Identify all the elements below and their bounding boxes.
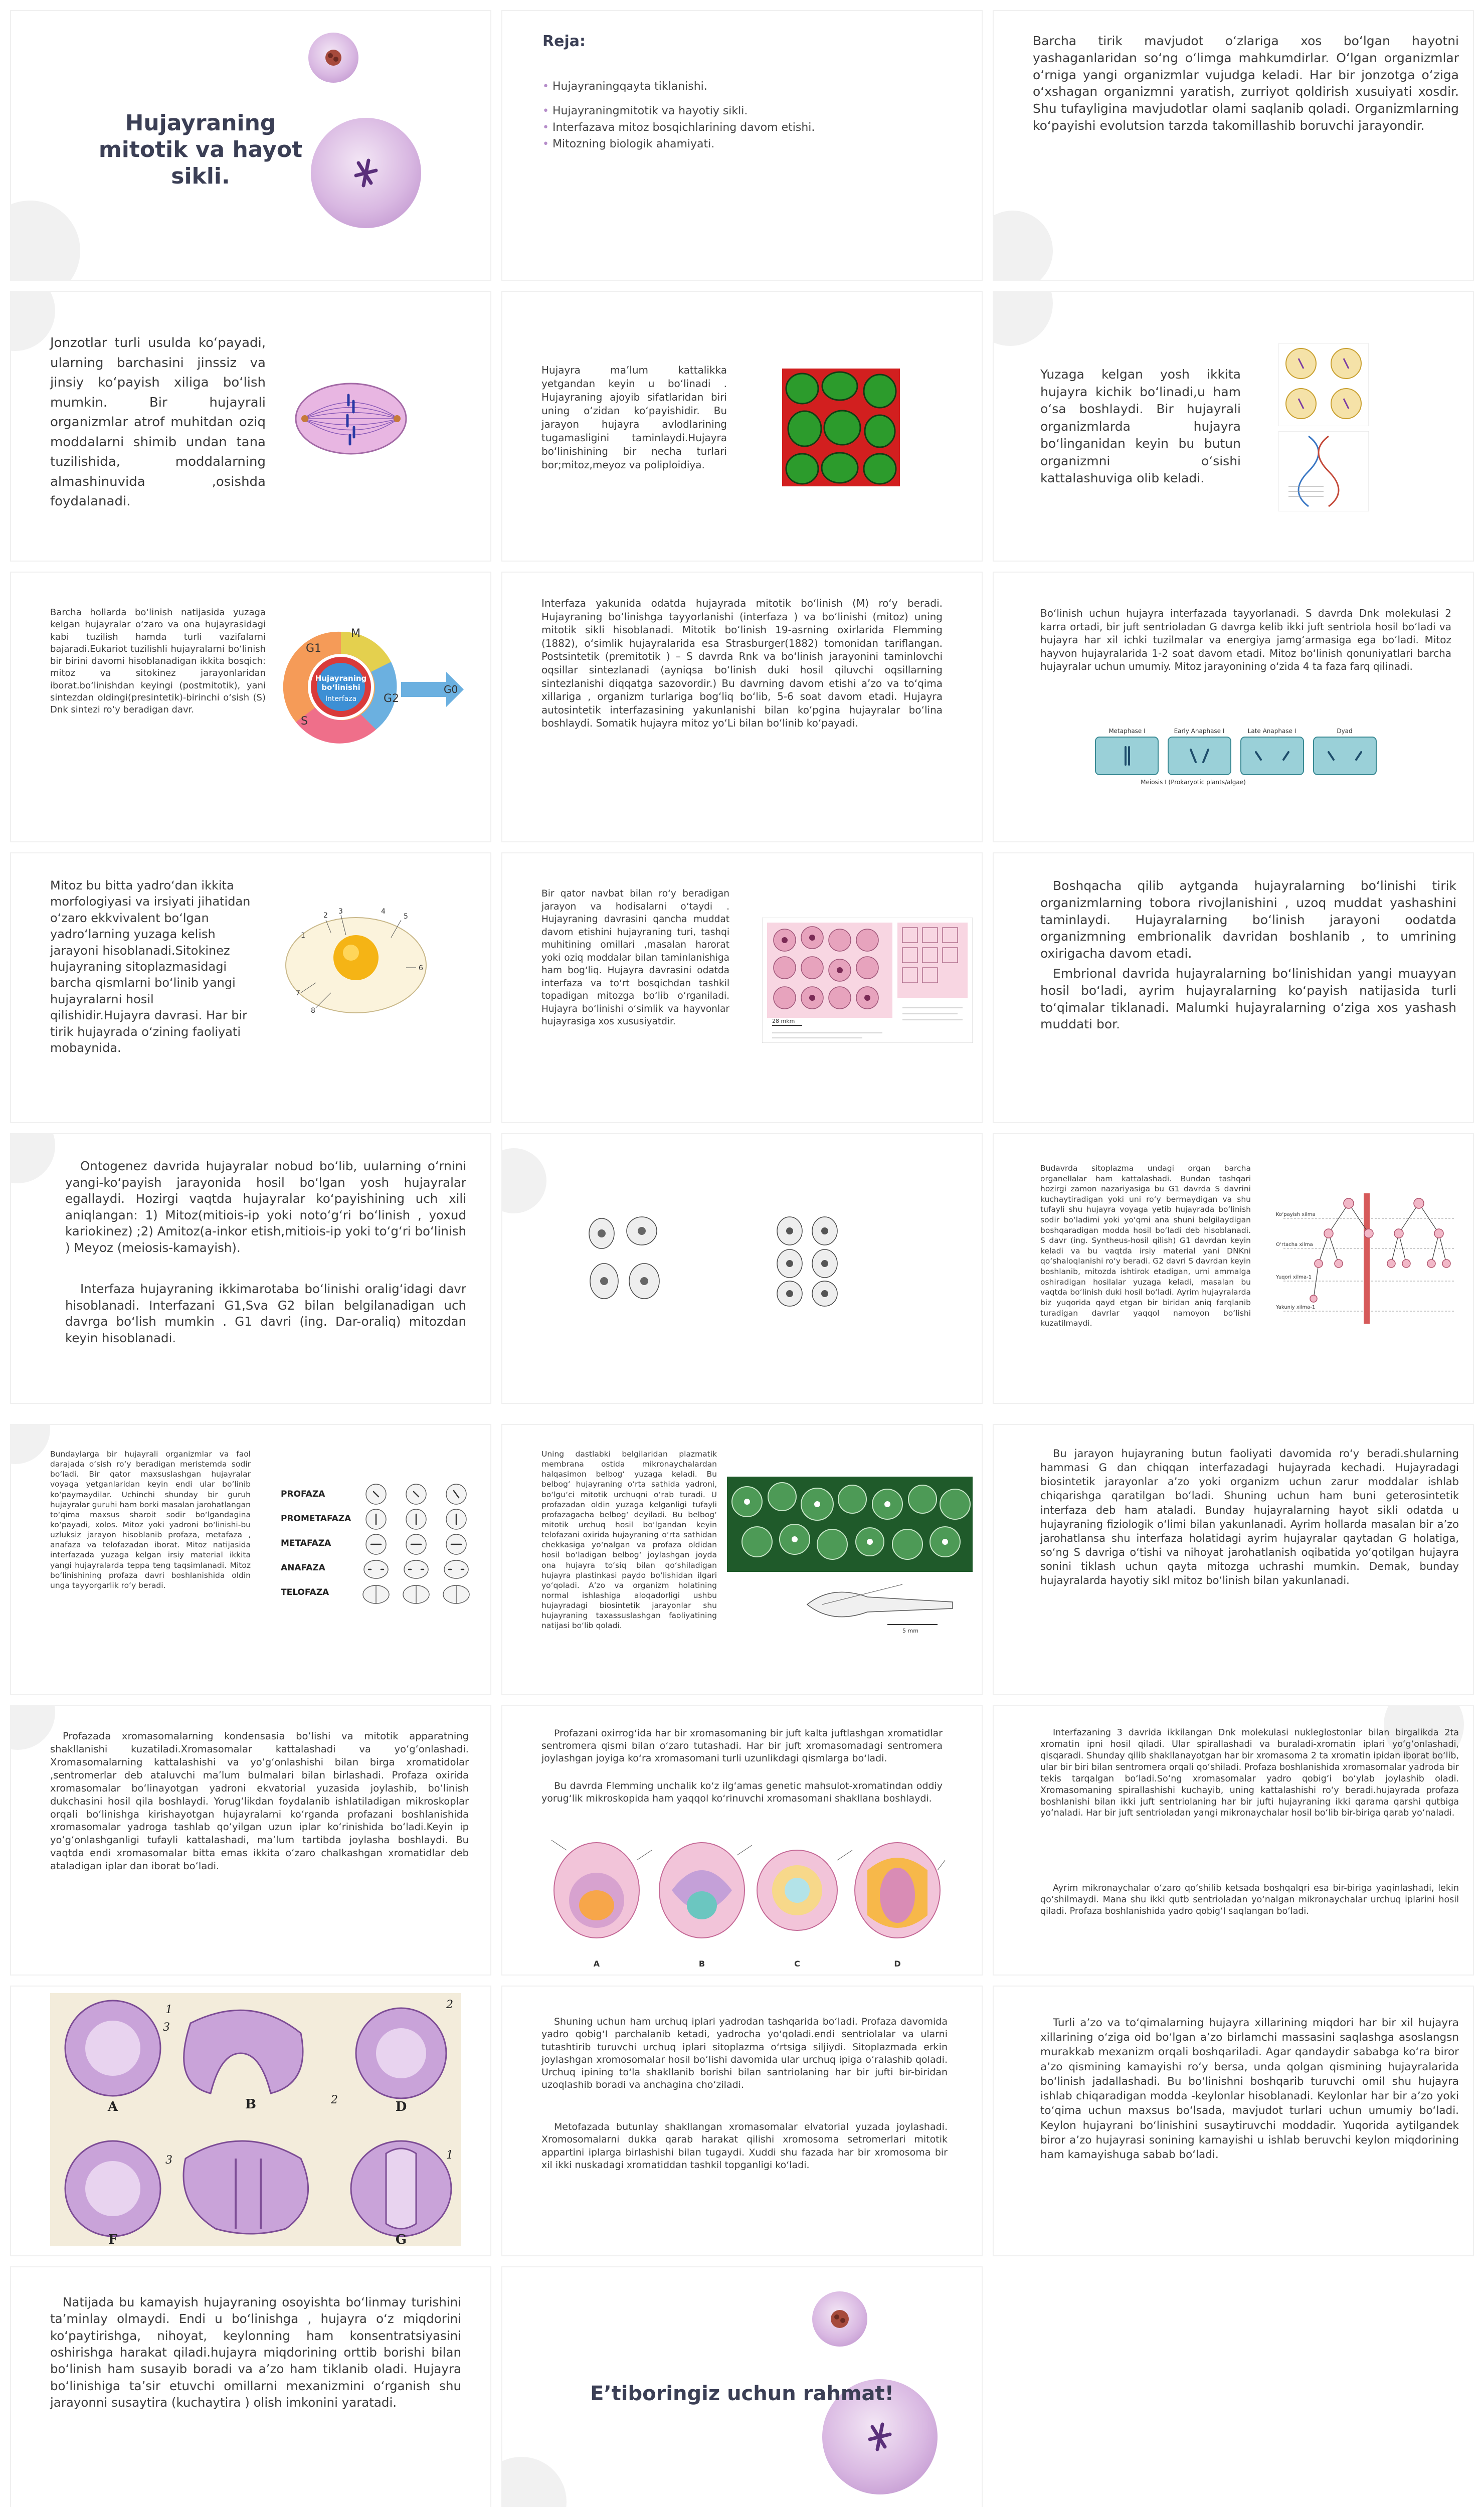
slide-5 — [501, 291, 983, 562]
cycle-label: S — [301, 715, 308, 728]
stage-letter: C — [794, 1959, 800, 1968]
cycle-label: M — [351, 627, 360, 640]
slide-text: Profazani oxirrog‘ida har bir xromasomaning bir juft kalta juftlashgan xromatidlar sentromera qismi bilan o‘zaro tutashadi. Har bir juft xromasomadagi sentromera joylashgan joyiga ko‘ra xromasomani turli uzunlikdagi qismlarga bo‘ladi. — [541, 1728, 943, 1764]
cycle-label: G1 — [306, 642, 322, 655]
slide-22 — [10, 1986, 491, 2256]
cell-cycle-diagram — [276, 622, 476, 752]
stage-letter: A — [107, 2099, 118, 2114]
slide-13 — [10, 1133, 491, 1404]
figure-number: 3 — [338, 908, 343, 916]
slide-text: Profazada xromasomalarning kondensasia bo‘lishi va mitotik apparatning shakllanishi kuzatiladi.Xromasomalar kattalashadi va yo‘g‘onlashadi. Xromasomalarning kattalashishi va yo‘g‘onlashishi bilan birga xromatidolar ,sentromerlar deb ataluvchi ma’lum bulmalari bilan birlashadi. Profaza oxirida xromasomalar bo‘linayotgan yadroni ekvatorial yuzasida joylashib, bo‘linish dukchasini hosil qila boshlaydi. Yorug‘likdan foydalanib ishlatiladigan mikroskoplar orqali bo‘linishga kirishayotgan hujayralarni ko‘rganda profazani boshlanishida xromasomalar yadroga tashlab qo‘yilgan uzun iplar ko‘rinishida bo‘ladi.Keyin ip yo‘g‘onlashganligi tufayli kattalashadi, ma’lum tartibda joylasha boshlaydi. Bu vaqtda endi xromasomalar bitta emas ikkita o‘zaro chalkashgan xromatidlar deb ataladigan iplar dan iborat bo‘ladi. — [50, 1730, 469, 1872]
slide-15 — [993, 1133, 1474, 1404]
ladder-label: O‘rtacha xilma — [1276, 1242, 1313, 1247]
slide-24 — [993, 1986, 1474, 2256]
slide-11 — [501, 852, 983, 1123]
phase-label: METAFAZA — [281, 1538, 331, 1548]
cycle-center-label: Hujayraning — [315, 674, 367, 683]
cell-sketch-figure — [582, 1213, 667, 1309]
slide-4 — [10, 291, 491, 562]
plan-list — [542, 80, 843, 154]
slide-text: Bu jarayon hujayraning butun faoliyati davomida ro‘y beradi.shularning hammasi G dan chiqqan interfazadagi hujayrada kechadi. Hujayradagi biosintetik jarayonlar a’zo yoki organizm uchun zarur moddalar ishlab chiqarishga qaratilgan bo‘ladi. Shuning uchun ham buni geterosintetik interfaza deb ham ataladi. Bunday hujayralarning hayot sikli odatda u hujayraning fiziologik o‘limi bilan yakunlanadi. Ayrim hollarda masalan bir a’zo jarohatlansa shu interfaza holatidagi ayrim hujayralar qaytadan G holatiga, so‘ng S davriga o‘tishi va nihoyat jarohatlanish oqibatida yo‘qotilgan hujayra sonini tiklash uchun qayta mitozga uchrashi mumkin. Demak, bunday hujayralarda hayotiy sikl mitoz bo‘linish bilan yakunlanadi. — [1040, 1448, 1459, 1587]
slide-20 — [501, 1705, 983, 1976]
plan-heading: Reja: — [542, 33, 586, 50]
plan-item: • Mitozning biologik ahamiyati. — [542, 138, 843, 150]
slide-text: Bundaylarga bir hujayrali organizmlar va faol darajada o‘sish ro‘y beradigan meristemda sodir bo‘ladi. Bir qator maxsuslashgan hujayralar voyaga yetganlaridan keyin endi ular bo‘linib ko‘paymaydilar. Uchinchi shunday bir guruh hujayralar guruhi ham borki masalan jarohatlangan to‘qima maxsus sharoit sodir bo‘lgandagina ko‘payadi, xolos. Mitoz yoki yadroni bo‘linishi-bu uzluksiz jarayon hisoblanib profaza, metafaza , anafaza va telofazadan iborat. Mitoz natijasida interfazada yuzaga kelgan irsiy material ikkita yangi hujayralarda teppa teng taqsimlanadi. Mitoz bo‘linishining profaza davri boshlanishida oldin unga tayyorgarlik ro‘y beradi. — [50, 1450, 251, 1590]
slide-text: Barcha hollarda bo‘linish natijasida yuzaga kelgan hujayralar o‘zaro va ona hujayrasidagi kabi tuzilish hamda turli vazifalarni bajaradi.Eukariot tuzilishli hujayralarni bo‘linish bir birini davomi hisoblanadigan ikkita bosqich: mitoz va sitokinez jarayonlaridan iborat.bo‘linishdan keyingi (postmitotik), yani sintezdan oldingi(presintetik)-birinchi o‘sish (S) Dnk sintezi ro‘y beradigan davr. — [50, 607, 266, 715]
slide-text: Ayrim mikronaychalar o‘zaro qo‘shilib ketsada boshqalqri esa bir-biriga yaqinlashadi, lekin qo‘shilmaydi. Mana shu ikki qutb sentrioladan yo‘nalgan mikronaychalar urchuq iplarini hosil qiladi. Profaza boshlanishida yadro qobig‘I saqlangan bo‘ladi. — [1040, 1883, 1459, 1916]
slide-19 — [10, 1705, 491, 1976]
slide-text: Interfaza hujayraning ikkimarotaba bo‘linishi oralig‘idagi davr hisoblanadi. Interfazani G1,Sva G2 bilan belgilanadigan uch davrga bo‘lish mumkin . G1 davri (ing. Dar-oraliq) mitozdan keyin hisoblanadi. — [65, 1282, 466, 1345]
figure-label: Late Anaphase I — [1247, 728, 1296, 735]
embryo-stages-figure — [546, 1830, 948, 1971]
stage-letter: B — [698, 1959, 705, 1968]
stage-letter: D — [395, 2099, 407, 2114]
slide-text: Metofazada butunlay shakllangan xromasomalar elvatorial yuzada joylashadi. Xromosomalarni dukka qarab harakat qilishi xromosoma setromerlari mitotik appartini iplarga birlashishi bilan tugaydi. Xuddi shu fazada har bir xromosoma bir xil ikki nuskadagi xromatiddan tashkil topganligi ko‘ladi. — [541, 2121, 948, 2171]
plan-item: • Hujayraningqayta tiklanishi. — [542, 80, 843, 93]
figure-number: 8 — [311, 1007, 315, 1015]
embryo-photo-figure — [727, 1477, 973, 1572]
cell-large-icon — [311, 118, 421, 228]
dna-figure — [1278, 431, 1369, 511]
slide-8 — [501, 572, 983, 842]
meiosis-figure — [1093, 722, 1379, 787]
phase-label: ANAFAZA — [281, 1563, 325, 1573]
slide-text: Yuzaga kelgan yosh ikkita hujayra kichik bo‘linadi,u ham o‘sa boshlaydi. Bir hujayrali organizmlarda hujayra bo‘linganidan keyin bu butun organizmni o‘sishi kattalashuviga olib keladi. — [1040, 367, 1241, 485]
slide-2 — [501, 10, 983, 281]
slide-text: Barcha tirik mavjudot o‘zlariga xos bo‘lgan hayotni yashaganlaridan so‘ng o‘limga mahkumdirlar. O‘lgan organizmlar o‘rniga yangi organizmlar vujudga keladi. Har bir jonzotga o‘ziga o‘xshagan organizmni yaratish, zurriyot qoldirish xusuiyati xosdir. Shu tufayligina mavjudotlar olami saqlanib qoladi. Organizmlarning ko‘payishi evolutsion tarzda takomillashib boruvchi jarayondir. — [1033, 34, 1459, 133]
stage-letter: F — [108, 2232, 118, 2246]
slide-text: Shuning uchun ham urchuq iplari yadrodan tashqarida bo‘ladi. Profaza davomida yadro qobig‘I parchalanib ketadi, yadrocha yo‘qoladi.endi sentriolalar va ularni tutashtirib turuvchi urchuq iplari sitoplazma o‘rtsiga siljiydi. Sitoplazmada erkin joylashgan xromosomalar hosil bo‘lishi davomida ular urchuq ipiga o‘ralashib qoladi. Urchuq ipining to‘la shakllanib borishi bilan santriolaning har bir jufti bir-biridan uzoqlashib boradi va anchagina cho‘ziladi. — [541, 2016, 948, 2091]
slide-10 — [10, 852, 491, 1123]
slide-text: Natijada bu kamayish hujayraning osoyishta bo‘linmay turishini ta’minlay olmaydi. Endi u bo‘linishga , hujayra o‘z miqdorini ko‘paytirishga, nihoyat, keylonning ham konsentratsiyasini oshirishga harakat qiladi.hujayra miqdorining orttib borishi bilan bo‘linish ham susayib boradi va a’zo ham tiklanib oladi. Hujayra bo‘linishiga ta’sir etuvchi omillarni mexanizmini o‘rganish shu jarayonni susaytira (kuchaytira ) olish imkonini yaratadi. — [50, 2295, 461, 2410]
figure-number: 2 — [446, 1999, 453, 2011]
cycle-label: G0 — [444, 683, 458, 695]
slide-text: Embrional davrida hujayralarning bo‘linishidan yangi muayyan hosil bo‘ladi, ayrim hujayralarning ko‘payish natijasida turli to‘qimalar tiklanadi. Malumki hujayralarning o‘ziga xos yashash muddati bor. — [1040, 966, 1456, 1032]
slide-text: Turli a’zo va to‘qimalarning hujayra xillarining miqdori har bir xil hujayra xillarining o‘ziga oid bo‘lgan a’zo birlamchi massasini saqlashga asoslangsn murakkab mexanizm orqali boshqariladi. Agar qandaydir sababga ko‘ra biror a’zo qismining kamayishi ro‘y bersa, unda qolgan qismining hujayralarida bo‘linish jadallashadi. Bu bo‘linishni boshqarib turuvchi omil shu hujayra ishlab chiqaradigan modda -keylonlar hisoblanadi. Keylonlar har bir a’zo yoki to‘qima uchun maxsus bo‘lsada, mavjudot turlari uchun umumiy bo‘ladi. Keylon hujayrani bo‘linishini susaytiruvchi moddadir. Yuqorida aytilgandek biror a’zo hujayrasi sonining kamayishi u ishlab beruvchi keylon miqdorining ham kamayishuga sabab bo‘ladi. — [1040, 2017, 1459, 2162]
slide-25 — [10, 2266, 491, 2507]
cell-tissue-figure — [762, 918, 973, 1043]
cell-small-icon — [308, 33, 358, 83]
cell-lineage-figure — [1273, 1188, 1459, 1329]
figure-number: 7 — [296, 989, 300, 997]
stage-letter: G — [395, 2232, 407, 2246]
ladder-label: Yakuniy xilma-1 — [1276, 1305, 1316, 1310]
slide-text: Uning dastlabki belgilaridan plazmatik membrana ostida mikronaychalardan halqasimon belbog‘ yuzaga keladi. Bu belbog‘ hujayraning o‘rta sathida yadroni, bo‘lgu‘ci mitotik urchuqni o‘rab turadi. U profazadan oldin yuzaga kelganligi tufayli profazagacha belbog‘ deyiladi. Bu belbog‘ mitotik urchuq hosil bo‘lgandan keyin telofazani oxirida hujayraning o‘rta sathidan chekkasiga yo‘nalgan va profaza oldidan hosil bo‘ladigan belbog‘ joylashgan joyda ona hujayra to‘siq bilan qo‘shiladigan hujayra plastinkasi paydo bo‘lishidan ilgari yo‘qoladi. A’zo va organizm holatining normal ishlashiga aloqadorligi ushbu hujayradagi biosintetik jarayonlar shu hujayraning taxassuslashgan faoliyatining natijasi bo‘lib qoladi. — [541, 1450, 717, 1631]
figure-label: Metaphase I — [1108, 728, 1146, 735]
figure-label: Dyad — [1337, 728, 1353, 735]
plan-item: • Interfazava mitoz bosqichlarining davom etishi. — [542, 121, 843, 134]
slide-3 — [993, 10, 1474, 281]
scale-label: 5 mm — [902, 1628, 918, 1634]
stage-letter: A — [593, 1959, 600, 1968]
figure-number: 1 — [165, 2004, 172, 2016]
tadpole-figure — [802, 1574, 963, 1635]
slide-17 — [501, 1424, 983, 1695]
slide-14 — [501, 1133, 983, 1404]
egg-cell-figure — [281, 908, 431, 1023]
slide-text: Boshqacha qilib aytganda hujayralarning bo‘linishi tirik organizmlarning tobora rivojlanishini , uzoq muddat yashashini taminlaydi. Hujayralarning bo‘linish jarayoni oodatda organizmning embrionalik davridan boshlanib , to umrining oxirigacha davom etadi. — [1040, 878, 1456, 961]
slide-16 — [10, 1424, 491, 1695]
plan-item: • Hujayraningmitotik va hayotiy sikli. — [542, 105, 843, 117]
slide-18 — [993, 1424, 1474, 1695]
slide-12 — [993, 852, 1474, 1123]
ladder-label: Yuqori xilma-1 — [1276, 1275, 1312, 1280]
cell-small-icon — [812, 2291, 867, 2347]
cycle-center-label: Interfaza — [325, 695, 357, 703]
figure-label: Early Anaphase I — [1174, 728, 1225, 735]
slide-1 — [10, 10, 491, 281]
slide-text: Hujayra ma’lum kattalikka yetgandan keyin u bo‘linadi . Hujayraning ajoyib sifatlaridan biri uning o‘zidan ko‘payishidir. Bu jarayon hujayra avlodlarining tugamasligini taminlaydi.Hujayra bo‘linishining bir necha turlari bor;mitoz,meyoz va poliploidiya. — [541, 364, 727, 471]
figure-number: 5 — [404, 913, 408, 921]
figure-number: 1 — [446, 2149, 453, 2162]
ladder-label: Ko‘payish xilma — [1276, 1212, 1316, 1217]
mitosis-phases-figure — [356, 1482, 476, 1607]
figure-number: 6 — [419, 964, 423, 972]
closing-title: E’tiboringiz uchun rahmat! — [590, 2382, 894, 2405]
stage-letter: B — [245, 2097, 256, 2112]
cell-division-figure — [1278, 343, 1369, 426]
slide-text: Interfaza yakunida odatda hujayrada mitotik bo‘linish (M) ro‘y beradi. Hujayraning bo‘linishga tayyorlanishi (interfaza ) va bo‘linishi (mitoz) uning mitotik sikli hisoblanadi. Mitotik bo‘linish 19-asrning oxirlarida Flemming (1882), o‘simlik hujayralarida esa Strasburger(1882) tomonidan tariflangan. Postsintetik (premitotik ) – S davrda Rnk va bo‘linish jarayonini taminlovchi oqsillar sintezlanadi (ayniqsa bo‘linish duki hosil qiluvchi oqsillarning sintezlanishi diqqatga sazovordir.) Bu davrning davom etishi a’zo va to‘qima xillariga , organizm turlariga bog‘liq bo‘lib, 5-6 soat davom etadi. Hujayra autosintetik interfazasining yakunlanishi bilan ko‘pgina hujayralar bo‘lina boshlaydi. Somatik hujayra mitoz yo‘Li bilan bo‘linib ko‘payadi. — [541, 597, 943, 730]
cycle-center-label: bo‘linishi — [321, 683, 360, 692]
slide-title: Hujayraning mitotik va hayot sikli. — [98, 110, 303, 189]
slide-text: Mitoz bu bitta yadro‘dan ikkita morfologiyasi va irsiyati jihatidan o‘zaro ekkvivalent bo‘lgan yadro‘larning yuzaga kelish jarayoni hisoblanadi.Sitokinez hujayraning sitoplazmasidagi barcha qismlarni bo‘linib yangi hujayralarni hosil qilishidir.Hujayra davrasi. Har bir tirik hujayrada o‘zining faoliyati mobaynida. — [50, 878, 251, 1055]
slide-text: Jonzotlar turli usulda ko‘payadi, ularning barchasini jinssiz va jinsiy ko‘payish xiliga bo‘lish mumkin. Bir hujayrali organizmlar atrof muhitdan oziq moddalarni shimib undan tana tuzilishida, moddalarning almashinuvida ,osishda foydalanadi. — [50, 335, 266, 509]
cell-sketch-figure — [772, 1213, 842, 1309]
figure-number: 3 — [165, 2154, 172, 2167]
slide-26 — [501, 2266, 983, 2507]
mitosis-phase-labels — [281, 1489, 351, 1612]
scale-label: 28 mkm — [772, 1018, 795, 1024]
slide-7 — [10, 572, 491, 842]
embryo-gastrulation-figure — [50, 1993, 461, 2246]
slide-text: Bu davrda Flemming unchalik ko‘z ilg‘amas genetic mahsulot-xromatindan oddiy yorug‘lik mikroskopida ham yaqqol ko‘rinuvchi xromasomani shakllana boshlaydi. — [541, 1780, 943, 1805]
slide-text: Interfazaning 3 davrida ikkilangan Dnk molekulasi nukleglostonlar bilan birgalikda 2ta xromatin ipni hosil qiladi. Ular spirallashadi va buraladi-xromatin iplari yo‘g‘onlashadi, qisqaradi. Shunday qilib shakllanayotgan har bir xromasoma 2 ta xromatin ipidan iborat bo‘lib, ular bir biri bilan sentromera orqali qo‘shiladi. Profaza boshlanishida xromasomalar yadroda bir tekis tarqalgan bo‘ladi.So‘ng xromasomalar yadro qobig‘i bo‘ylab joylashib oladi. Xromasomaning spirallashishi kuchayib, uning kattalashishi ro‘y beradi.hujayrada profaza boshlanishi bilan ikki juft sentriolaning har bir jufti hujayraning ikki qarama qarshi qutbiga yo‘naladi. Har bir juft sentrioladan yangi mikronaychalar hosil bo‘lib bir-biriga qarab yo‘naladi. — [1040, 1728, 1459, 1819]
slide-23 — [501, 1986, 983, 2256]
figure-number: 1 — [301, 932, 305, 940]
slide-text: Bo‘linish uchun hujayra interfazada tayyorlanadi. S davrda Dnk molekulasi 2 karra ortadi, bir juft sentrioladan G davrga kelib ikki juft sentriola hosil bo‘ladi va hujayra har xil ichki tuzilmalar va energiya jamg‘armasiga ega bo‘ladi. Mitoz hayvon hujayralarida 1-2 soat davom etadi. Mitoz bo‘linish qonuniyatlari barcha hujayralar uchun umumiy. Mitoz jarayonining o‘zida 4 ta faza farq qilinadi. — [1040, 607, 1451, 673]
slide-21 — [993, 1705, 1474, 1976]
slide-text: Bir qator navbat bilan ro‘y beradigan jarayon va hodisalarni o‘taydi . Hujayraning davrasini qancha muddat davom etishini hujayraning turi, tashqi muhitining omillari ,masalan harorat yoki oziq moddalar bilan taminlanishiga ham bog‘liq. Hujayra davrasini odatda interfaza va to‘rt bosqichdan tashkil topadigan mitozga bo‘lib o‘rganiladi. Hujayra bo‘linishi o‘simlik va hayvonlar hujayrasiga xos xususiyatdir. — [541, 888, 729, 1027]
micro-cells-figure — [782, 369, 900, 486]
figure-number: 3 — [163, 2021, 170, 2034]
phase-label: TELOFAZA — [281, 1587, 329, 1597]
phase-label: PROMETAFAZA — [281, 1514, 351, 1524]
figure-number: 2 — [331, 2094, 338, 2106]
slide-6 — [993, 291, 1474, 562]
slide-9 — [993, 572, 1474, 842]
slide-text: Budavrda sitoplazma undagi organ barcha organellalar ham kattalashadi. Bundan tashqari hozirgi zamon nazariyasiga bu G1 davrda S davrini kuchaytiradigan yoki uni ro‘y bermaydigan va shu tufayli shu hujayra voyaga yetib hujayrada bo‘linish sodir bo‘ladimi yoki yo‘qmi ana shuni belgilaydigan boshqaradigan modda hosil bo‘ladi deb hisoblanadi. S davr (ing. Syntheus-hosil qilish) G1 davrdan keyin keladi va bu vaqtda irsiy material yani DNKni qo‘shaloqlanishi ro‘y beradi. G2 davri S davrdan keyin boshlanib, mitozda ishtirok etadigan, urni ammalga oshiradigan hosilalar yuzaga keladi, masalan bu vaqtda bo‘linish duki hosil bo‘ladi. Ayrim hujayralarda biz yuqorida qayd etgan bir biridan aniq farqlanib turadigan davrlar yaqqol namoyon bo‘lishi kuzatilmaydi. — [1040, 1164, 1251, 1328]
slide-text: Ontogenez davrida hujayralar nobud bo‘lib, uularning o‘rnini yangi-ko‘payish jarayonida hosil bo‘lgan yosh hujayralar egallaydi. Hozirgi vaqtda hujayralar ko‘payishining uch xili aniqlangan: 1) Mitoz(mitiois-ip yoki noto‘g‘ri bo‘linish , yoxud kariokinez) ;2) Amitoz(a-inkor etish,mitiois-ip yoki to‘g‘ri bo‘linish ) Meyoz (meiosis-kamayish). — [65, 1159, 466, 1255]
figure-caption: Meiosis I (Prokaryotic plants/algae) — [1141, 779, 1246, 786]
cycle-label: G2 — [384, 692, 400, 705]
stage-letter: D — [894, 1959, 901, 1968]
phase-label: PROFAZA — [281, 1489, 325, 1499]
figure-number: 2 — [323, 912, 328, 920]
spindle-figure — [291, 371, 411, 466]
figure-number: 4 — [381, 908, 386, 916]
